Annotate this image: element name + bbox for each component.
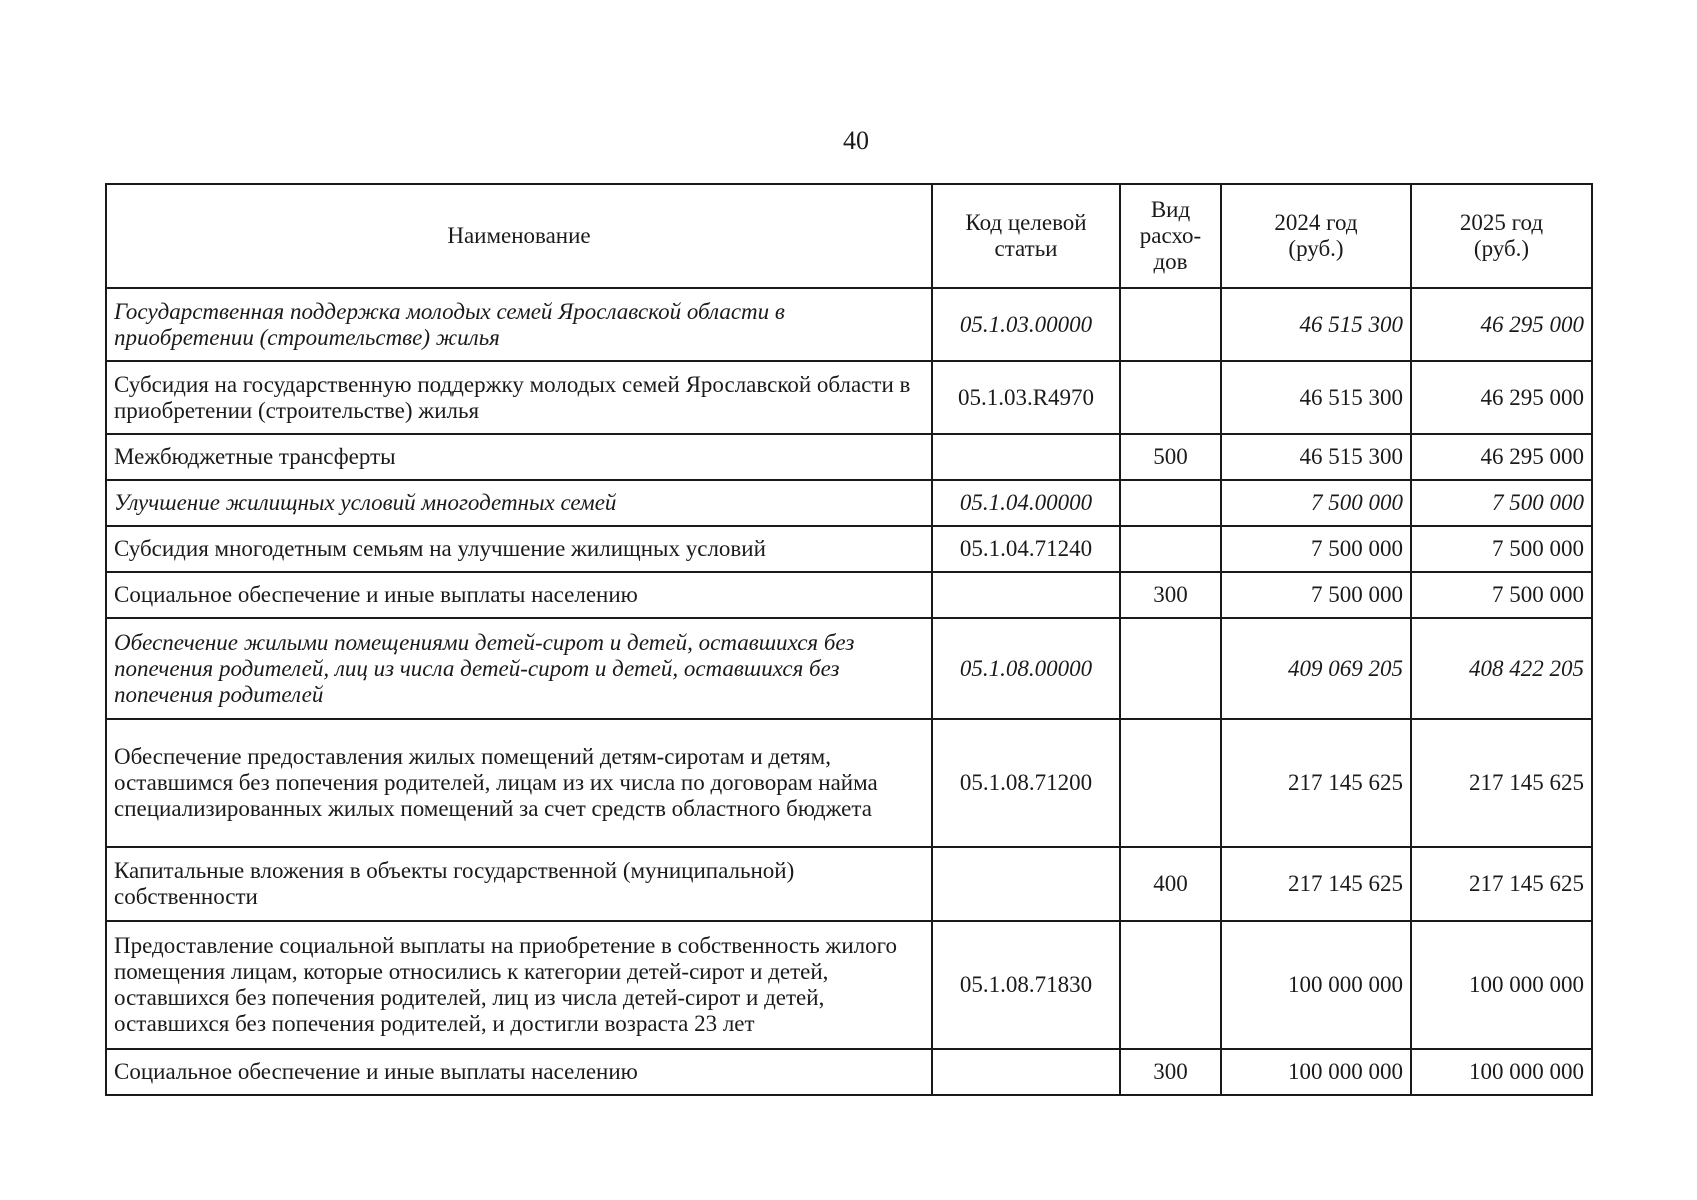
table-row — [106, 361, 1592, 434]
row-name: Межбюджетные трансферты — [106, 434, 932, 480]
row-type — [1120, 480, 1221, 526]
table-row — [106, 480, 1592, 526]
row-type — [1120, 719, 1221, 847]
row-2024: 7 500 000 — [1221, 526, 1411, 572]
row-2024: 7 500 000 — [1221, 572, 1411, 618]
row-code: 05.1.08.71200 — [932, 719, 1120, 847]
row-code: 05.1.04.71240 — [932, 526, 1120, 572]
row-2025: 46 295 000 — [1411, 434, 1592, 480]
row-name: Социальное обеспечение и иные выплаты населению — [106, 1049, 932, 1095]
row-2024: 46 515 300 — [1221, 434, 1411, 480]
row-code — [932, 572, 1120, 618]
row-2025: 46 295 000 — [1411, 361, 1592, 434]
row-name: Социальное обеспечение и иные выплаты населению — [106, 572, 932, 618]
row-2025: 7 500 000 — [1411, 480, 1592, 526]
row-code: 05.1.04.00000 — [932, 480, 1120, 526]
row-type: 400 — [1120, 847, 1221, 921]
row-2025: 7 500 000 — [1411, 526, 1592, 572]
row-2024: 217 145 625 — [1221, 719, 1411, 847]
row-code: 05.1.08.00000 — [932, 618, 1120, 719]
row-type — [1120, 921, 1221, 1049]
row-name: Субсидия на государственную поддержку молодых семей Ярославской области в приобретении (строительстве) жилья — [106, 361, 932, 434]
row-type — [1120, 618, 1221, 719]
row-code — [932, 434, 1120, 480]
header-type: Вид расхо-дов — [1120, 184, 1221, 288]
table-row — [106, 618, 1592, 719]
row-type: 500 — [1120, 434, 1221, 480]
header-name: Наименование — [106, 184, 932, 288]
row-name: Предоставление социальной выплаты на приобретение в собственность жилого помещения лицам, которые относились к категории детей-сирот и детей, оставшихся без попечения родителей, лиц из числа детей-сирот и детей, оставшихся без попечения родителей, и достигли возраста 23 лет — [106, 921, 932, 1049]
row-2025: 100 000 000 — [1411, 1049, 1592, 1095]
row-2024: 100 000 000 — [1221, 1049, 1411, 1095]
row-name: Обеспечение жилыми помещениями детей-сирот и детей, оставшихся без попечения родителей, лиц из числа детей-сирот и детей, оставшихся без попечения родителей — [106, 618, 932, 719]
row-name: Капитальные вложения в объекты государственной (муниципальной) собственности — [106, 847, 932, 921]
row-type: 300 — [1120, 572, 1221, 618]
row-type — [1120, 526, 1221, 572]
row-2024: 100 000 000 — [1221, 921, 1411, 1049]
row-2024: 46 515 300 — [1221, 361, 1411, 434]
row-2025: 408 422 205 — [1411, 618, 1592, 719]
header-code: Код целевой статьи — [932, 184, 1120, 288]
row-code: 05.1.03.R4970 — [932, 361, 1120, 434]
row-code: 05.1.08.71830 — [932, 921, 1120, 1049]
row-2025: 7 500 000 — [1411, 572, 1592, 618]
table-row — [106, 572, 1592, 618]
table-row — [106, 1049, 1592, 1095]
row-code — [932, 847, 1120, 921]
row-2024: 409 069 205 — [1221, 618, 1411, 719]
row-2024: 46 515 300 — [1221, 288, 1411, 361]
row-2024: 217 145 625 — [1221, 847, 1411, 921]
row-code — [932, 1049, 1120, 1095]
table-row — [106, 434, 1592, 480]
table-header-row — [106, 184, 1592, 288]
table-row — [106, 288, 1592, 361]
row-2025: 217 145 625 — [1411, 719, 1592, 847]
table-row — [106, 526, 1592, 572]
table-row — [106, 921, 1592, 1049]
row-2025: 46 295 000 — [1411, 288, 1592, 361]
row-type — [1120, 288, 1221, 361]
header-2024: 2024 год (руб.) — [1221, 184, 1411, 288]
table-row — [106, 719, 1592, 847]
row-name: Обеспечение предоставления жилых помещений детям-сиротам и детям, оставшимся без попечения родителей, лицам из их числа по договорам найма специализированных жилых помещений за счет средств областного бюджета — [106, 719, 932, 847]
row-type: 300 — [1120, 1049, 1221, 1095]
row-name: Государственная поддержка молодых семей Ярославской области в приобретении (строительстве) жилья — [106, 288, 932, 361]
table-row — [106, 847, 1592, 921]
row-2024: 7 500 000 — [1221, 480, 1411, 526]
header-2025: 2025 год (руб.) — [1411, 184, 1592, 288]
row-2025: 217 145 625 — [1411, 847, 1592, 921]
row-2025: 100 000 000 — [1411, 921, 1592, 1049]
budget-table — [105, 183, 1593, 1096]
row-name: Улучшение жилищных условий многодетных семей — [106, 480, 932, 526]
row-name: Субсидия многодетным семьям на улучшение жилищных условий — [106, 526, 932, 572]
page-number: 40 — [843, 126, 869, 155]
row-code: 05.1.03.00000 — [932, 288, 1120, 361]
row-type — [1120, 361, 1221, 434]
